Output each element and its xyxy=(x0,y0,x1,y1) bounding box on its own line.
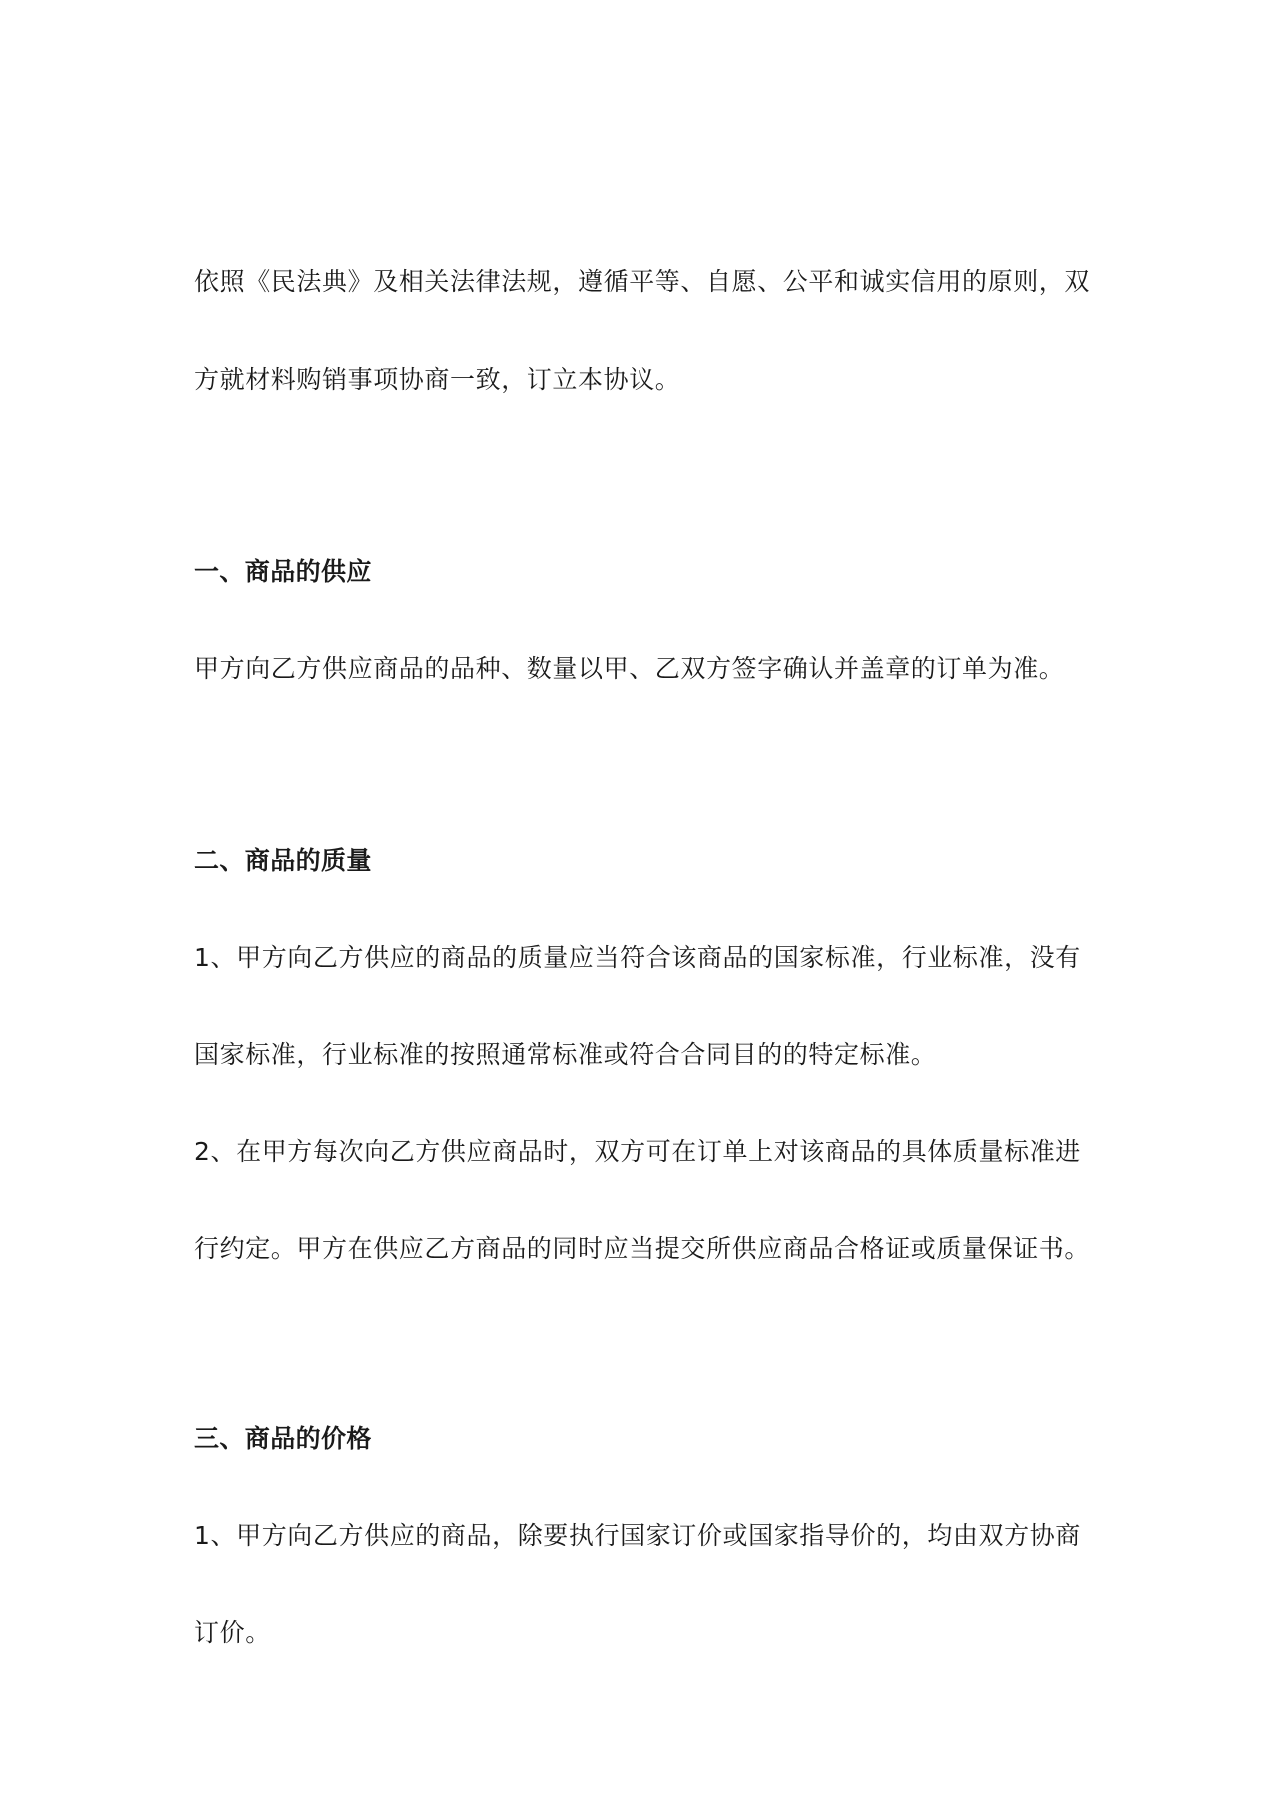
quality-item-1-line-1: 1、甲方向乙方供应的商品的质量应当符合该商品的国家标准，行业标准，没有 xyxy=(194,943,1081,972)
section-heading-quality: 二、商品的质量 xyxy=(194,846,372,875)
intro-line-1: 依照《民法典》及相关法律法规，遵循平等、自愿、公平和诚实信用的原则，双 xyxy=(194,267,1091,296)
price-item-1-line-1: 1、甲方向乙方供应的商品，除要执行国家订价或国家指导价的，均由双方协商 xyxy=(194,1521,1081,1550)
price-item-1-line-2: 订价。 xyxy=(194,1618,271,1647)
quality-item-1-line-2: 国家标准，行业标准的按照通常标准或符合合同目的的特定标准。 xyxy=(194,1040,937,1069)
intro-line-2: 方就材料购销事项协商一致，订立本协议。 xyxy=(194,365,681,394)
section-heading-price: 三、商品的价格 xyxy=(194,1424,372,1453)
supply-paragraph: 甲方向乙方供应商品的品种、数量以甲、乙双方签字确认并盖章的订单为准。 xyxy=(194,654,1065,683)
quality-item-2-line-2: 行约定。甲方在供应乙方商品的同时应当提交所供应商品合格证或质量保证书。 xyxy=(194,1234,1091,1263)
quality-item-2-line-1: 2、在甲方每次向乙方供应商品时，双方可在订单上对该商品的具体质量标准进 xyxy=(194,1137,1081,1166)
section-heading-supply: 一、商品的供应 xyxy=(194,557,372,586)
